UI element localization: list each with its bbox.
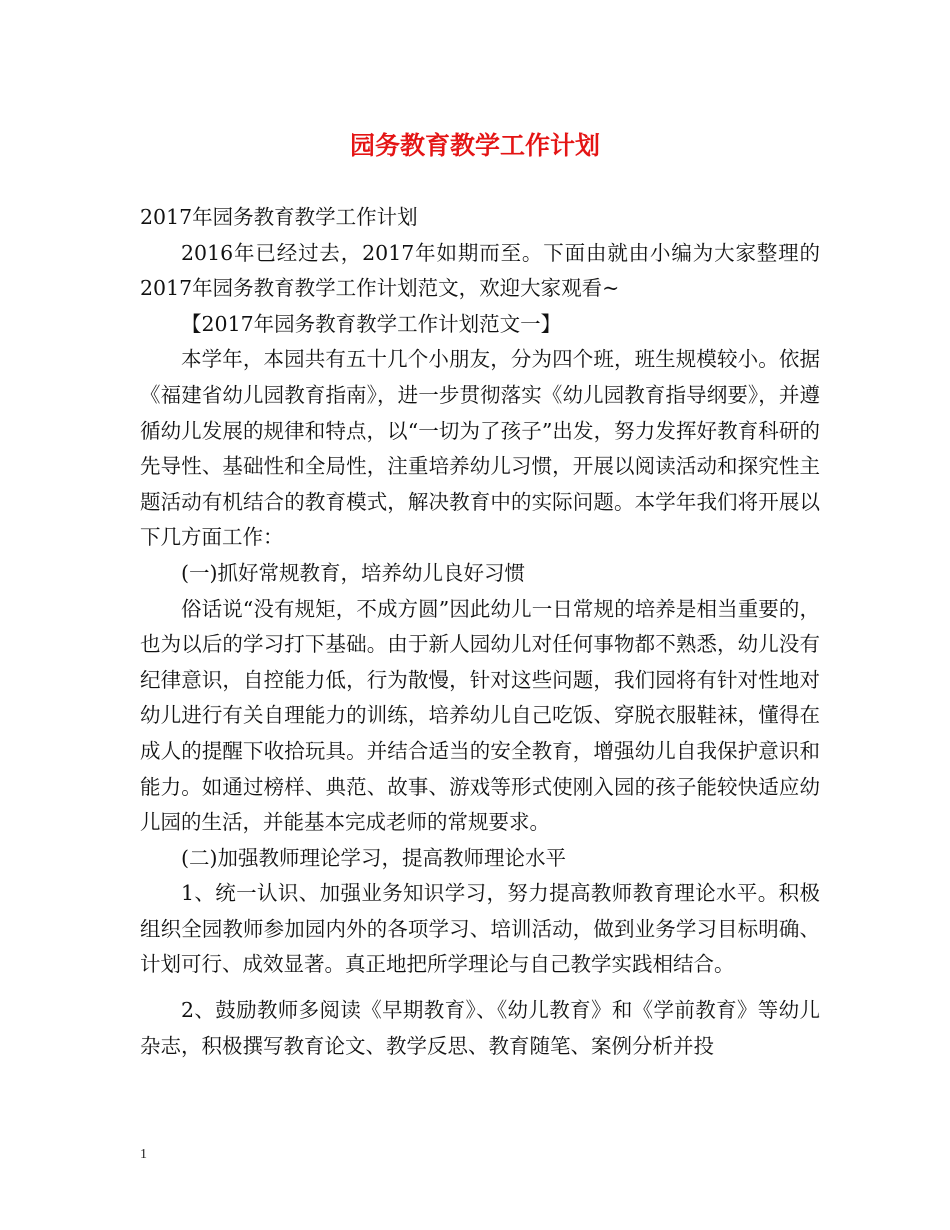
paragraph-overview: 本学年，本园共有五十几个小朋友，分为四个班，班生规模较小。依据《福建省幼儿园教育指南》，进一步贯彻落实《幼儿园教育指导纲要》，并遵循幼儿发展的规律和特点，以“一切为了孩子”出发，努力发挥好教育科研的先导性、基础性和全局性，注重培养幼儿习惯，开展以阅读活动和探究性主题活动有机结合的教育模式，解决教育中的实际问题。本学年我们将开展以下几方面工作： xyxy=(140,347,820,550)
document-title: 园务教育教学工作计划 xyxy=(349,131,600,160)
paragraph-item-1: 1、统一认识、加强业务知识学习，努力提高教师教育理论水平。积极组织全园教师参加园内外的各项学习、培训活动，做到业务学习目标明确、计划可行、成效显著。真正地把所学理论与自己教学实践相结合。 xyxy=(140,881,820,977)
paragraph-routine-education: 俗话说“没有规矩，不成方圆”因此幼儿一日常规的培养是相当重要的，也为以后的学习打下基础。由于新人园幼儿对任何事物都不熟悉，幼儿没有纪律意识，自控能力低，行为散慢，针对这些问题，我们园将有针对性地对幼儿进行有关自理能力的训练，培养幼儿自己吃饭、穿脱衣服鞋袜，懂得在成人的提醒下收拾玩具。并结合适当的安全教育，增强幼儿自我保护意识和能力。如通过榜样、典范、故事、游戏等形式使刚入园的孩子能较快适应幼儿园的生活，并能基本完成老师的常规要求。 xyxy=(140,596,820,835)
paragraph-intro: 2016年已经过去，2017年如期而至。下面由就由小编为大家整理的2017年园务教育教学工作计划范文，欢迎大家观看~ xyxy=(140,240,820,301)
document-body xyxy=(140,200,820,1064)
document-subtitle: 2017年园务教育教学工作计划 xyxy=(140,205,418,229)
section-heading-sample-one: 【2017年园务教育教学工作计划范文一】 xyxy=(181,311,562,336)
page-number: 1 xyxy=(140,1147,147,1162)
paragraph-item-2: 2、鼓励教师多阅读《早期教育》、《幼儿教育》和《学前教育》等幼儿杂志，积极撰写教育论文、教学反思、教育随笔、案例分析并投 xyxy=(140,998,820,1058)
section-heading-routine-education: (一)抓好常规教育，培养幼儿良好习惯 xyxy=(181,560,525,585)
section-heading-teacher-theory: (二)加强教师理论学习，提高教师理论水平 xyxy=(181,845,566,870)
